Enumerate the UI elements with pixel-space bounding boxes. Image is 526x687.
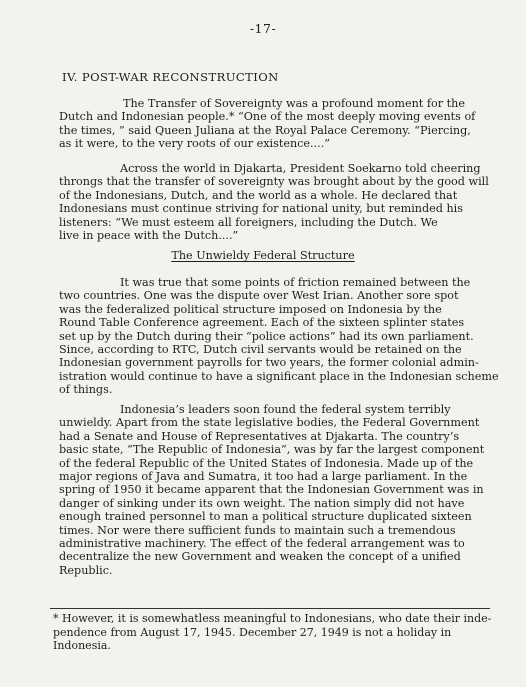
paragraph-friction bbox=[59, 276, 499, 397]
footnote-line: pendence from August 17, 1945. December 27, 1949 is not a holiday in bbox=[53, 625, 452, 639]
footnote-divider bbox=[50, 608, 490, 609]
text-line: It was true that some points of friction remained between the bbox=[120, 276, 471, 289]
text-line: of things. bbox=[59, 383, 113, 397]
text-line: istration would continue to have a significant place in the Indonesian scheme bbox=[59, 369, 499, 383]
text-line: two countries. One was the dispute over West Irian. Another sore spot bbox=[59, 289, 459, 303]
text-line: throngs that the transfer of sovereignty was brought about by the good will bbox=[59, 175, 489, 189]
text-line: basic state, “The Republic of Indonesia”, was by far the largest component bbox=[59, 443, 485, 457]
section-heading: IV. POST-WAR RECONSTRUCTION bbox=[62, 70, 279, 84]
text-line: decentralize the new Government and weaken the concept of a unified bbox=[59, 550, 461, 564]
footnote bbox=[53, 612, 493, 653]
text-line: administrative machinery. The effect of the federal arrangement was to bbox=[59, 537, 465, 551]
text-line: was the federalized political structure imposed on Indonesia by the bbox=[59, 302, 442, 316]
text-line: unwieldy. Apart from the state legislative bodies, the Federal Government bbox=[59, 416, 480, 430]
text-line: as it were, to the very roots of our existence....” bbox=[59, 137, 330, 151]
text-line: listeners: “We must esteem all foreigners, including the Dutch. We bbox=[59, 215, 438, 229]
paragraph-federal-system bbox=[59, 403, 485, 577]
text-line: Republic. bbox=[59, 563, 113, 577]
text-line: Dutch and Indonesian people.* “One of the most deeply moving events of bbox=[59, 110, 476, 124]
text-line: enough trained personnel to man a political structure duplicated sixteen bbox=[59, 510, 472, 524]
text-line: the times, ” said Queen Juliana at the Royal Palace Ceremony. “Piercing, bbox=[59, 123, 471, 137]
page-number: -17- bbox=[249, 21, 277, 36]
text-line: set up by the Dutch during their “police actions” had its own parliament. bbox=[59, 329, 474, 343]
text-line: of the federal Republic of the United States of Indonesia. Made up of the bbox=[59, 456, 474, 470]
paragraph-transfer-of-sovereignty bbox=[59, 97, 476, 151]
text-line: major regions of Java and Sumatra, it too had a large parliament. In the bbox=[59, 470, 468, 484]
text-line: Across the world in Djakarta, President Soekarno told cheering bbox=[120, 162, 481, 175]
footnote-line: Indonesia. bbox=[53, 639, 111, 652]
text-line: danger of sinking under its own weight. The nation simply did not have bbox=[59, 496, 465, 510]
text-line: Round Table Conference agreement. Each of the sixteen splinter states bbox=[59, 316, 465, 330]
subheading-text: The Unwieldy Federal Structure bbox=[171, 249, 355, 262]
footnote-line: * However, it is somewhatless meaningful to Indonesians, who date their inde- bbox=[53, 612, 492, 625]
text-line: of the Indonesians, Dutch, and the world as a whole. He declared that bbox=[59, 188, 458, 202]
text-line: Indonesian government payrolls for two years, the former colonial admin- bbox=[59, 356, 479, 370]
text-line: spring of 1950 it became apparent that the Indonesian Government was in bbox=[59, 483, 484, 497]
text-line: had a Senate and House of Representatives at Djakarta. The country’s bbox=[59, 429, 460, 443]
subheading bbox=[0, 249, 526, 262]
text-line: Indonesia’s leaders soon found the federal system terribly bbox=[120, 403, 451, 416]
text-line: times. Nor were there sufficient funds to maintain such a tremendous bbox=[59, 523, 456, 537]
text-line: live in peace with the Dutch....” bbox=[59, 229, 239, 243]
text-line: The Transfer of Sovereignty was a profound moment for the bbox=[123, 97, 465, 110]
paragraph-djakarta bbox=[59, 162, 489, 243]
text-line: Since, according to RTC, Dutch civil servants would be retained on the bbox=[59, 343, 462, 357]
text-line: Indonesians must continue striving for national unity, but reminded his bbox=[59, 202, 464, 216]
